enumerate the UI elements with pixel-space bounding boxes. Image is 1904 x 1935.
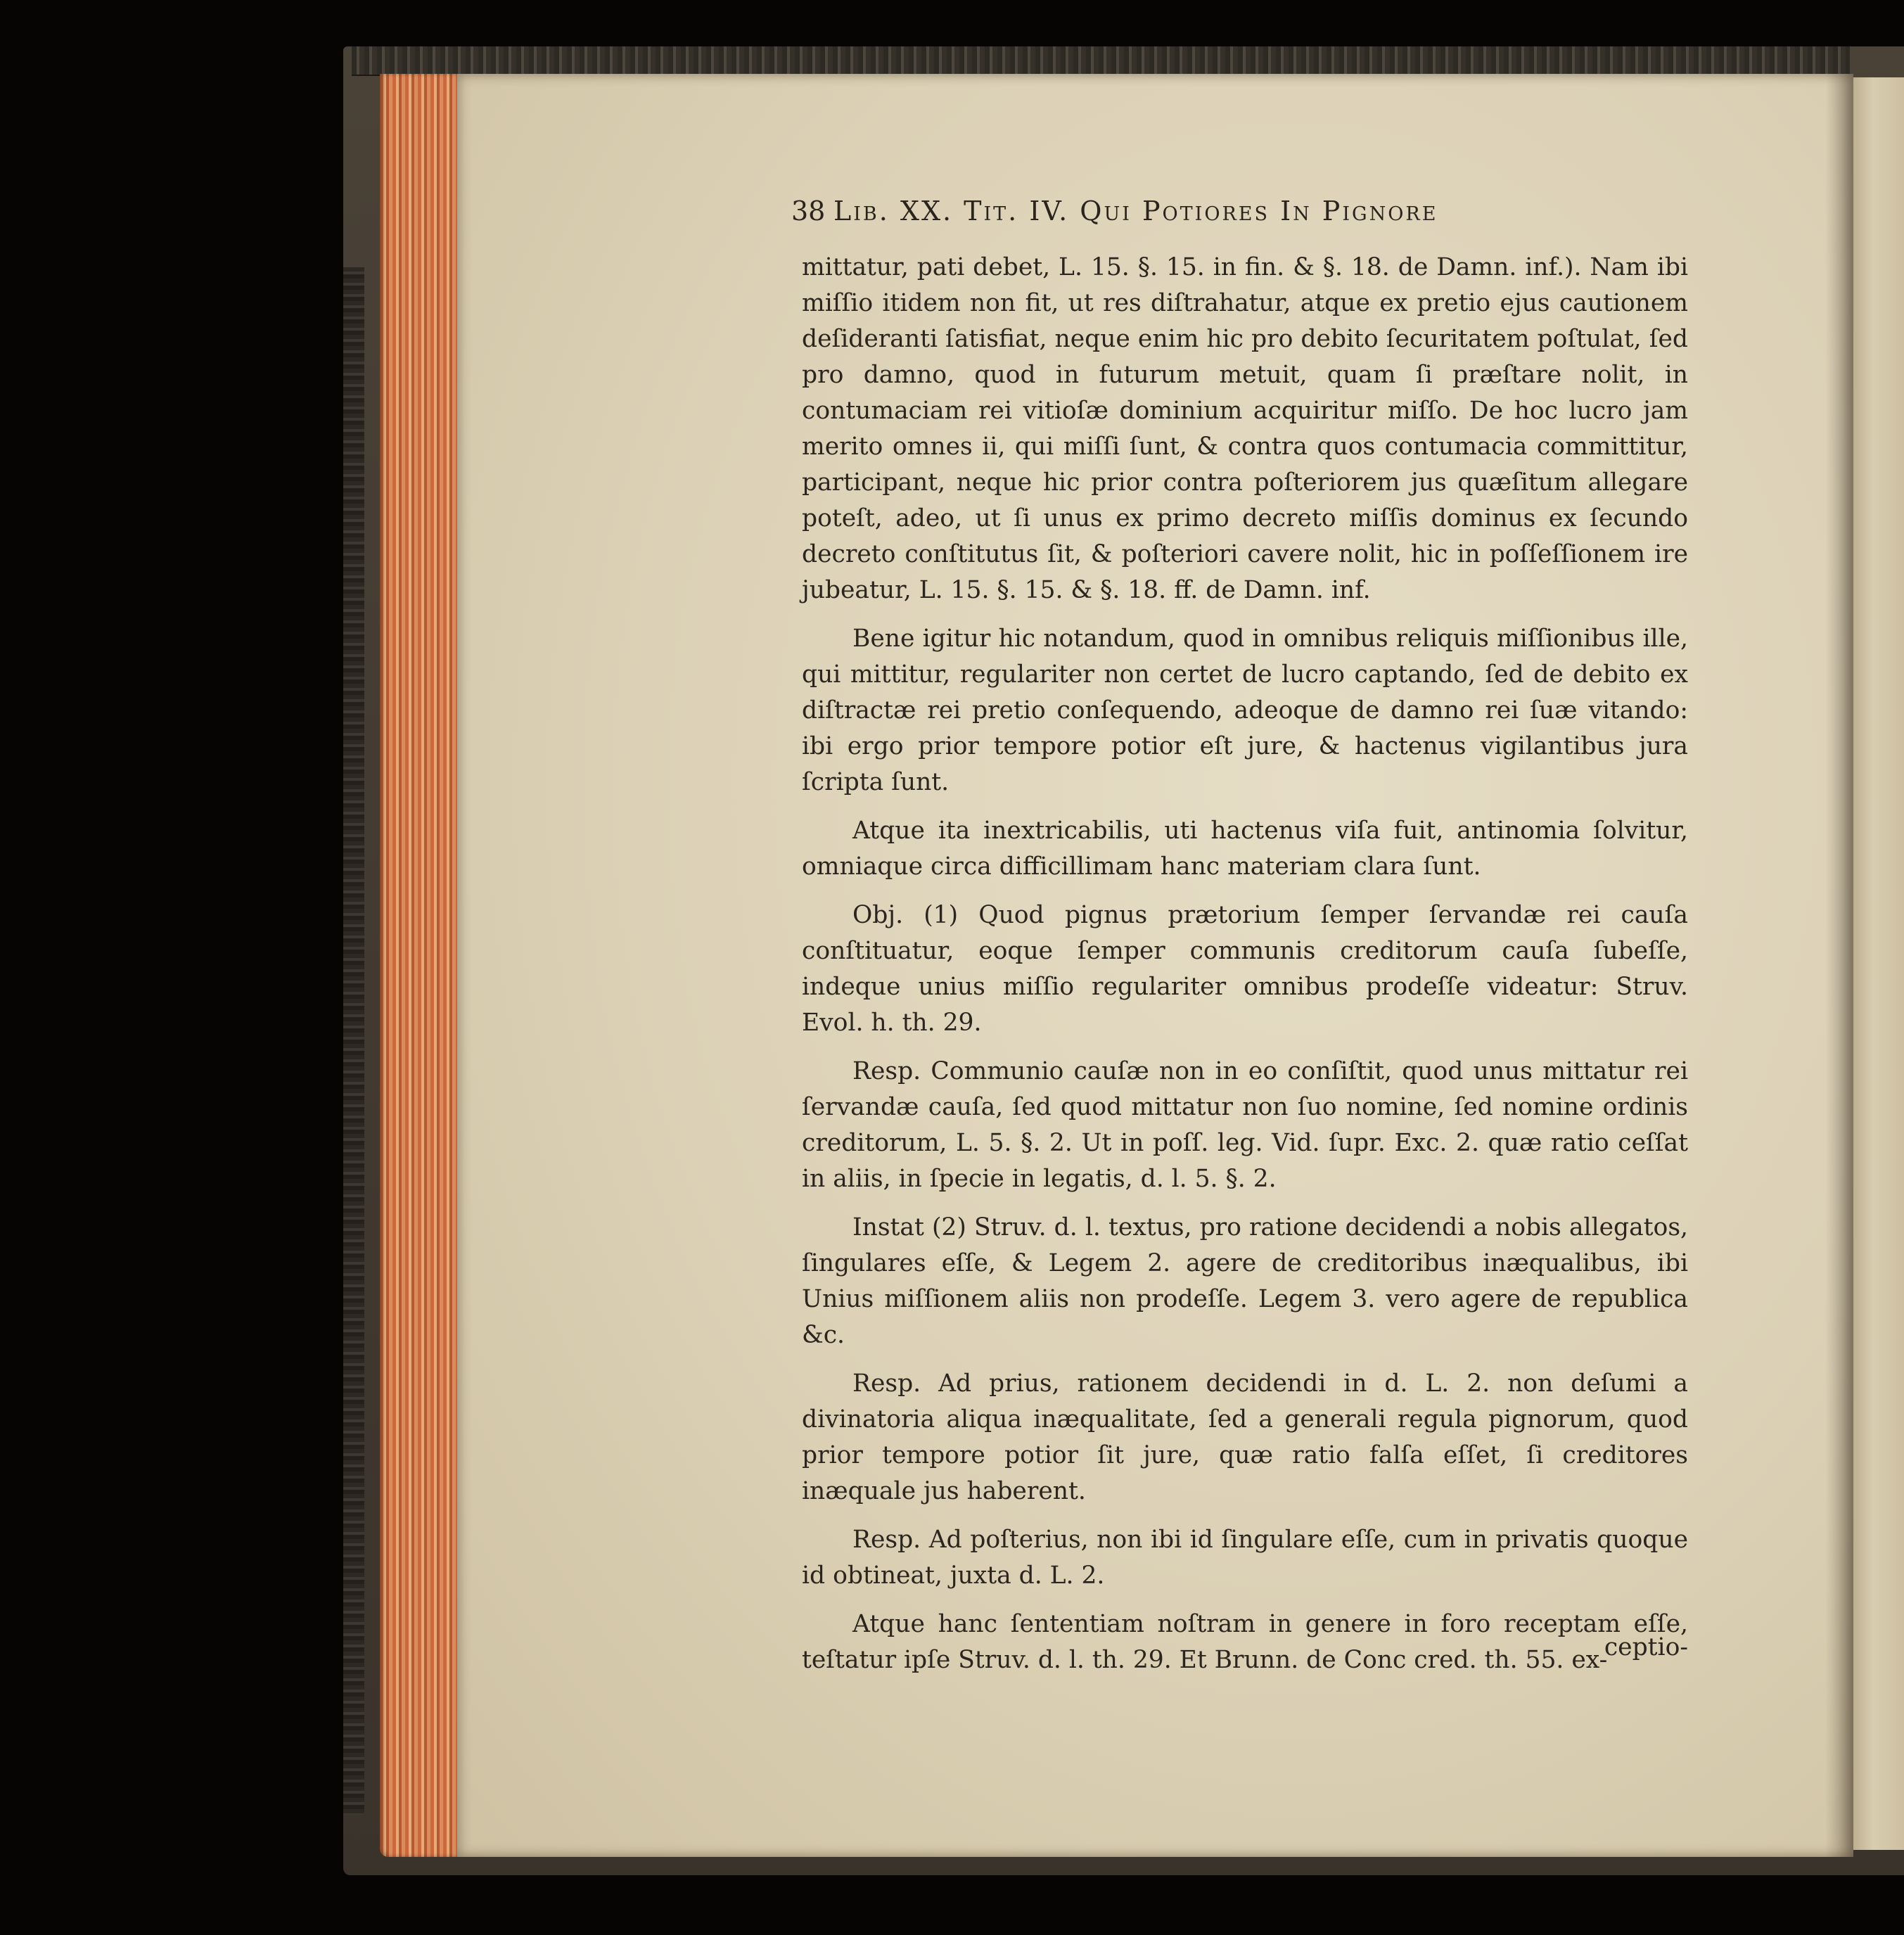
page-block-fore-edge [380,74,457,1857]
running-title: Lib. XX. Tit. IV. Qui Potiores In Pignore [833,196,1438,226]
paragraph: Obj. (1) Quod pignus prætorium ſemper ſervandæ rei cauſa conſtituatur, eoque ſemper communis creditorum cauſa ſubeſſe, indeque unius miſſio regulariter omnibus prodeſſe videatur: Struv. Evol. h. th. 29. [802,901,1688,1037]
body-text [802,250,1688,1678]
page-gutter-shadow [1825,74,1853,1857]
paragraph: Resp. Ad poſterius, non ibi id ſingulare eſſe, cum in privatis quoque id obtineat, juxta d. L. 2. [802,1526,1688,1590]
paragraph: mittatur, pati debet, L. 15. §. 15. in fin. & §. 18. de Damn. inf.). Nam ibi miſſio itidem non fit, ut res diſtrahatur, atque ex pretio ejus cautionem deſideranti ſatisfiat, neque enim hic pro debito ſecuritatem poſtulat, ſed pro damno, quod in futurum metuit, quam ſi præſtare nolit, in contumaciam rei vitioſæ dominium acquiritur miſſo. De hoc lucro jam merito omnes ii, qui miſſi ſunt, & contra quos contumacia committitur, participant, neque hic prior contra poſteriorem jus quæſitum allegare poteſt, adeo, ut ſi unus ex primo decreto miſſis dominus ex ſecundo decreto conſtitutus ſit, & poſteriori cavere nolit, hic in poſſeſſionem ire jubeatur, L. 15. §. 15. & §. 18. ff. de Damn. inf. [802,253,1688,604]
paragraph: Atque hanc ſententiam noſtram in genere in foro receptam eſſe, teſtatur ipſe Struv. d. l. th. 29. Et Brunn. de Conc cred. th. 55. ex- [802,1610,1688,1674]
facing-page-edge [1853,77,1904,1850]
book-top-edge [352,46,1850,76]
paragraph: Atque ita inextricabilis, uti hactenus viſa fuit, antinomia ſolvitur, omniaque circa difficillimam hanc materiam clara ſunt. [802,817,1688,881]
running-header [791,196,1618,231]
page-number: 38 [791,196,826,226]
paragraph: Instat (2) Struv. d. l. textus, pro ratione decidendi a nobis allegatos, ſingulares eſſe, & Legem 2. agere de creditoribus inæqualibus, ibi Unius miſſionem aliis non prodeſſe. Legem 3. vero agere de republica &c. [802,1213,1688,1349]
catchword: ceptio- [1604,1633,1688,1661]
paragraph: Bene igitur hic notandum, quod in omnibus reliquis miſſionibus ille, qui mittitur, regulariter non certet de lucro captando, ſed de debito ex diſtractæ rei pretio conſequendo, adeoque de damno rei ſuæ vitando: ibi ergo prior tempore potior eſt jure, & hactenus vigilantibus jura ſcripta ſunt. [802,625,1688,796]
paragraph: Resp. Communio cauſæ non in eo conſiſtit, quod unus mittatur rei ſervandæ cauſa, ſed quod mittatur non ſuo nomine, ſed nomine ordinis creditorum, L. 5. §. 2. Ut in poſſ. leg. Vid. ſupr. Exc. 2. quæ ratio ceſſat in aliis, in ſpecie in legatis, d. l. 5. §. 2. [802,1057,1688,1193]
book-cover-edge [343,267,364,1815]
paragraph: Resp. Ad prius, rationem decidendi in d. L. 2. non deſumi a divinatoria aliqua inæqualitate, ſed a generali regula pignorum, quod prior tempore potior ſit jure, quæ ratio falſa eſſet, ſi creditores inæquale jus haberent. [802,1369,1688,1505]
